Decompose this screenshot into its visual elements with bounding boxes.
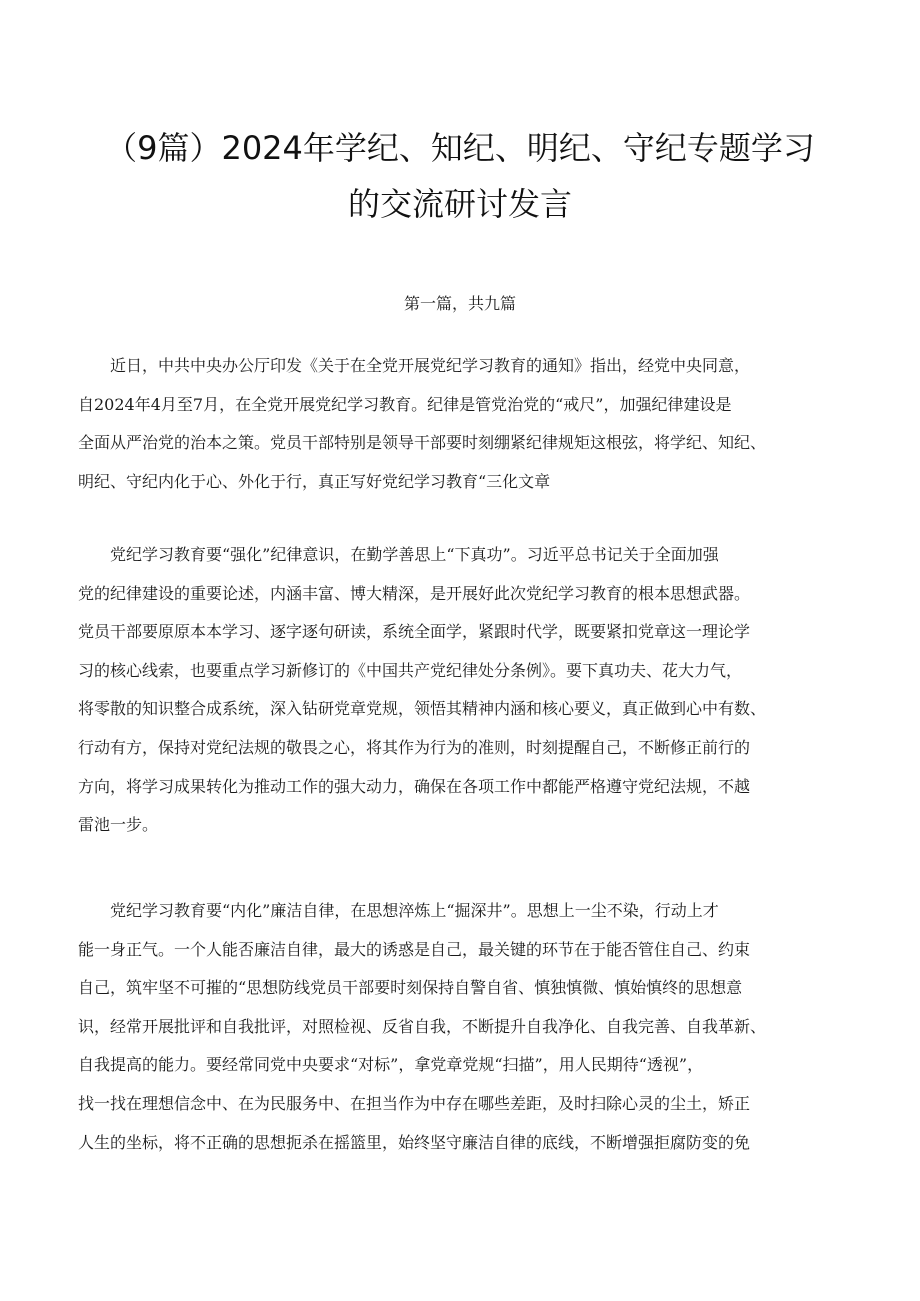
paragraph-line: 近日，中共中央办公厅印发《关于在全党开展党纪学习教育的通知》指出，经党中央同意， bbox=[78, 356, 751, 375]
paragraph-3 bbox=[78, 892, 858, 1162]
paragraph-1 bbox=[78, 347, 858, 501]
paragraph-line: 行动有方，保持对党纪法规的敬畏之心，将其作为行为的准则，时刻提醒自己，不断修正前行的 bbox=[78, 737, 751, 757]
section-subtitle: 第一篇，共九篇 bbox=[403, 294, 516, 313]
paragraph-line: 找一找在理想信念中、在为民服务中、在担当作为中存在哪些差距，及时扫除心灵的尘土，矫正 bbox=[78, 1093, 751, 1113]
document-title bbox=[60, 120, 860, 232]
paragraph-line: 党的纪律建设的重要论述，内涵丰富、博大精深，是开展好此次党纪学习教育的根本思想武器。 bbox=[78, 583, 751, 603]
paragraph-line: 党员干部要原原本本学习、逐字逐句研读，系统全面学，紧跟时代学，既要紧扣党章这一理论学 bbox=[78, 622, 751, 642]
paragraph-line: 明纪、守纪内化于心、外化于行，真正写好党纪学习教育“三化文章 bbox=[78, 471, 551, 491]
paragraph-2 bbox=[78, 536, 858, 845]
paragraph-line: 能一身正气。一个人能否廉洁自律，最大的诱惑是自己，最关键的环节在于能否管住自己、约束 bbox=[78, 939, 751, 959]
paragraph-line: 自我提高的能力。要经常同党中央要求“对标”，拿党章党规“扫描”，用人民期待“透视”， bbox=[78, 1055, 704, 1075]
paragraph-line: 自己，筑牢坚不可摧的“思想防线党员干部要时刻保持自警自省、慎独慎微、慎始慎终的思想意 bbox=[78, 978, 743, 998]
paragraph-line: 全面从严治党的治本之策。党员干部特别是领导干部要时刻绷紧纪律规矩这根弦，将学纪、知纪、 bbox=[78, 433, 767, 453]
paragraph-line: 人生的坐标，将不正确的思想扼杀在摇篮里，始终坚守廉洁自律的底线，不断增强拒腐防变的免 bbox=[78, 1132, 751, 1152]
paragraph-line: 党纪学习教育要“强化”纪律意识，在勤学善思上“下真功”。习近平总书记关于全面加强 bbox=[78, 545, 719, 564]
title-line-2: 的交流研讨发言 bbox=[347, 185, 572, 223]
paragraph-line: 将零散的知识整合成系统，深入钻研党章党规，领悟其精神内涵和核心要义，真正做到心中有数、 bbox=[78, 699, 767, 719]
paragraph-line: 习的核心线索，也要重点学习新修订的《中国共产党纪律处分条例》。要下真功夫、花大力气， bbox=[78, 660, 743, 680]
paragraph-line: 自2024年4月至7月，在全党开展党纪学习教育。纪律是管党治党的“戒尺”，加强纪律建设是 bbox=[78, 394, 732, 414]
paragraph-line: 识，经常开展批评和自我批评，对照检视、反省自我，不断提升自我净化、自我完善、自我革新、 bbox=[78, 1016, 767, 1036]
title-line-1: （9篇）2024年学纪、知纪、明纪、守纪专题学习 bbox=[105, 129, 815, 167]
paragraph-line: 雷池一步。 bbox=[78, 815, 159, 835]
paragraph-line: 党纪学习教育要“内化”廉洁自律，在思想淬炼上“掘深井”。思想上一尘不染，行动上才 bbox=[78, 901, 719, 920]
paragraph-line: 方向，将学习成果转化为推动工作的强大动力，确保在各项工作中都能严格遵守党纪法规，不越 bbox=[78, 776, 751, 796]
